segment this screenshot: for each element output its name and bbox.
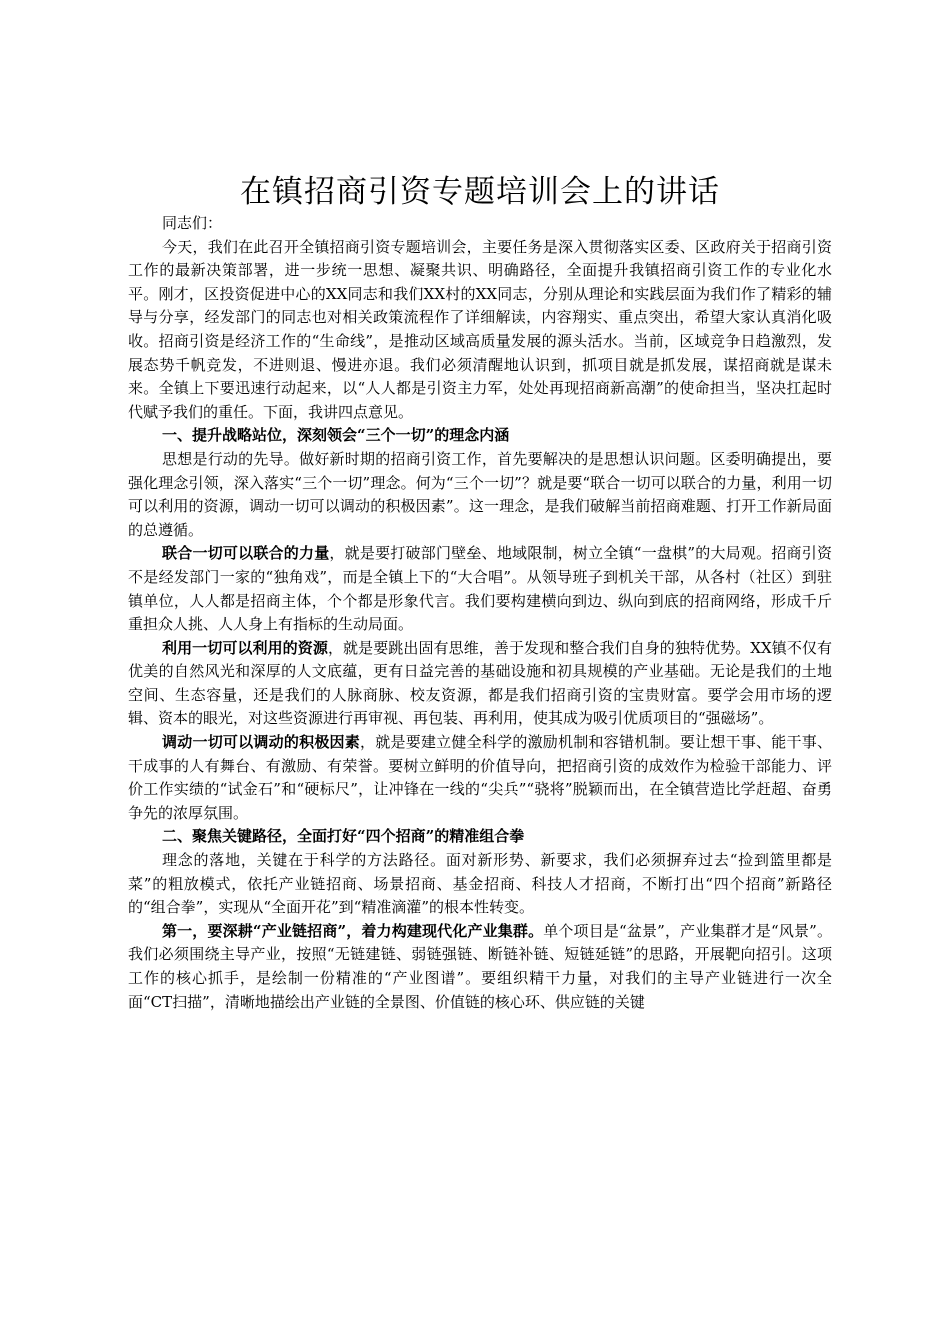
section-1-point-2 bbox=[128, 637, 832, 731]
section-1-point-3-lead: 调动一切可以调动的积极因素 bbox=[162, 733, 361, 752]
document-title: 在镇招商引资专题培训会上的讲话 bbox=[240, 174, 720, 210]
section-1-heading: 一、提升战略站位，深刻领会“三个一切”的理念内涵 bbox=[162, 426, 510, 445]
section-2-point-1 bbox=[128, 920, 832, 1014]
opening-paragraph: 今天，我们在此召开全镇招商引资专题培训会，主要任务是深入贯彻落实区委、区政府关于招商引资工作的最新决策部署，进一步统一思想、凝聚共识、明确路径，全面提升我镇招商引资工作的专业化水平。刚才，区投资促进中心的XX同志和我们XX村的XX同志，分别从理论和实践层面为我们作了精彩的辅导与分享，经发部门的同志也对相关政策流程作了详细解读，内容翔实、重点突出，希望大家认真消化吸收。招商引资是经济工作的“生命线”，是推动区域高质量发展的源头活水。当前，区域竞争日趋激烈，发展态势千帆竞发，不进则退、慢进亦退。我们必须清醒地认识到，抓项目就是抓发展，谋招商就是谋未来。全镇上下要迅速行动起来，以“人人都是引资主力军，处处再现招商新高潮”的使命担当，坚决扛起时代赋予我们的重任。下面，我讲四点意见。 bbox=[128, 237, 832, 421]
section-1-point-1 bbox=[128, 542, 832, 636]
section-1-intro: 思想是行动的先导。做好新时期的招商引资工作，首先要解决的是思想认识问题。区委明确提出，要强化理念引领，深入落实“三个一切”理念。何为“三个一切”？就是要“联合一切可以联合的力量，利用一切可以利用的资源，调动一切可以调动的积极因素”。这一理念，是我们破解当前招商难题、打开工作新局面的总遵循。 bbox=[128, 449, 832, 539]
section-2-heading: 二、聚焦关键路径，全面打好“四个招商”的精准组合拳 bbox=[162, 827, 525, 846]
salutation: 同志们： bbox=[162, 214, 223, 232]
section-1-point-1-text: ，就是要打破部门壁垒、地域限制，树立全镇“一盘棋”的大局观。招商引资不是经发部门一家的“独角戏”，而是全镇上下的“大合唱”。从领导班子到机关干部，从各村（社区）到驻镇单位，人人都是招商主体，个个都是形象代言。我们要构建横向到边、纵向到底的招商网络，形成千斤重担众人挑、人人身上有指标的生动局面。 bbox=[128, 544, 832, 634]
section-1-point-1-lead: 联合一切可以联合的力量 bbox=[162, 544, 330, 563]
document-page bbox=[128, 160, 832, 1014]
section-1-point-2-text: ，就是要跳出固有思维，善于发现和整合我们自身的独特优势。XX镇不仅有优美的自然风光和深厚的人文底蕴，更有日益完善的基础设施和初具规模的产业基础。无论是我们的土地空间、生态容量，还是我们的人脉商脉、校友资源，都是我们招商引资的宝贵财富。要学会用市场的逻辑、资本的眼光，对这些资源进行再审视、再包装、再利用，使其成为吸引优质项目的“强磁场”。 bbox=[128, 638, 832, 728]
section-1-point-2-lead: 利用一切可以利用的资源 bbox=[162, 638, 328, 657]
section-1-point-3 bbox=[128, 731, 832, 825]
section-2-intro: 理念的落地，关键在于科学的方法路径。面对新形势、新要求，我们必须摒弃过去“捡到篮里都是菜”的粗放模式，依托产业链招商、场景招商、基金招商、科技人才招商，不断打出“四个招商”新路径的“组合拳”，实现从“全面开花”到“精准滴灌”的根本性转变。 bbox=[128, 851, 832, 917]
section-1-point-3-text: ，就是要建立健全科学的激励机制和容错机制。要让想干事、能干事、干成事的人有舞台、有激励、有荣誉。要树立鲜明的价值导向，把招商引资的成效作为检验干部能力、评价工作实绩的“试金石”和“硬标尺”，让冲锋在一线的“尖兵”“骁将”脱颖而出，在全镇营造比学赶超、奋勇争先的浓厚氛围。 bbox=[128, 733, 832, 822]
section-2-point-1-text: 单个项目是“盆景”，产业集群才是“风景”。我们必须围绕主导产业，按照“无链建链、弱链强链、断链补链、短链延链”的思路，开展靶向招引。这项工作的核心抓手，是绘制一份精准的“产业图谱”。要组织精干力量，对我们的主导产业链进行一次全面“CT扫描”，清晰地描绘出产业链的全景图、价值链的核心环、供应链的关键 bbox=[128, 921, 832, 1011]
section-2-point-1-lead: 第一，要深耕“产业链招商”，着力构建现代化产业集群。 bbox=[162, 921, 544, 940]
